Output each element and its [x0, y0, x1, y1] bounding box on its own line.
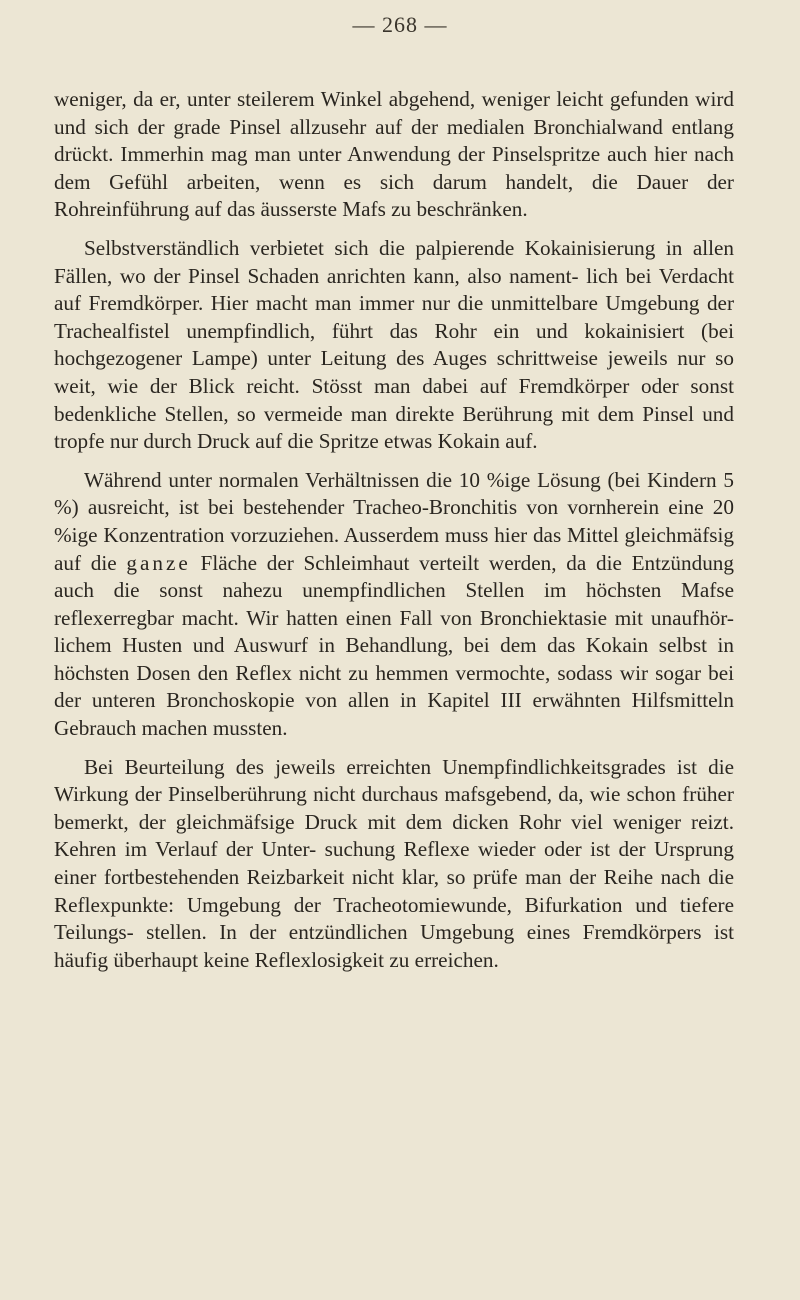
emphasis-ganze: ganze: [126, 550, 191, 575]
page-number: — 268 —: [352, 12, 448, 37]
paragraph-konzentration-part-2: Fläche der Schleimhaut verteilt werden, da die Entzündung auch die sonst nahezu unempfindlichen Stellen im höchsten Mafse reflexerregbar macht. Wir hatten einen Fall von Bronchiektasie mit unaufhör- lichem Husten und Auswurf in Behandlung, bei dem das Kokain selbst in höchsten Dosen den Reflex nicht zu hemmen vermochte, sodass wir sogar bei der unteren Bronchoskopie von allen in Kapitel III erwähnten Hilfsmitteln Gebrauch machen mussten.: [54, 550, 734, 741]
paragraph-konzentration-part-1: Während unter normalen Verhältnissen die 10 %ige Lösung (bei Kindern 5 %) ausreicht, ist bei bestehender Tracheo-Bronchitis von vornherein eine 20 %ige Konzentration vorzuziehen. Ausserdem muss hier das Mittel gleichmäfsig auf die: [54, 467, 734, 575]
paragraph-konzentration: [54, 467, 734, 743]
paragraph-beurteilung: Bei Beurteilung des jeweils erreichten Unempfindlichkeitsgrades ist die Wirkung der Pinselberührung nicht durchaus mafsgebend, da, wie schon früher bemerkt, der gleichmäfsige Druck mit dem dicken Rohr viel weniger reizt. Kehren im Verlauf der Unter- suchung Reflexe wieder oder ist der Ursprung einer fortbestehenden Reizbarkeit nicht klar, so prüfe man der Reihe nach die Reflexpunkte: Umgebung der Tracheotomiewunde, Bifurkation und tiefere Teilungs- stellen. In der entzündlichen Umgebung eines Fremdkörpers ist häufig überhaupt keine Reflexlosigkeit zu erreichen.: [54, 754, 734, 972]
paragraph-continuation: weniger, da er, unter steilerem Winkel abgehend, weniger leicht gefunden wird und sich der grade Pinsel allzusehr auf der medialen Bronchialwand entlang drückt. Immerhin mag man unter Anwendung der Pinselspritze auch hier nach dem Gefühl arbeiten, wenn es sich darum handelt, die Dauer der Rohreinführung auf das äusserste Mafs zu beschränken.: [54, 87, 734, 222]
paragraph-kokainisierung: Selbstverständlich verbietet sich die palpierende Kokainisierung in allen Fällen, wo der Pinsel Schaden anrichten kann, also nament- lich bei Verdacht auf Fremdkörper. Hier macht man immer nur die unmittelbare Umgebung der Trachealfistel unempfindlich, führt das Rohr ein und kokainisiert (bei hochgezogener Lampe) unter Leitung des Auges schrittweise jeweils nur so weit, wie der Blick reicht. Stösst man dabei auf Fremdkörper oder sonst bedenkliche Stellen, so vermeide man direkte Berührung mit dem Pinsel und tropfe nur durch Druck auf die Spritze etwas Kokain auf.: [54, 235, 734, 454]
